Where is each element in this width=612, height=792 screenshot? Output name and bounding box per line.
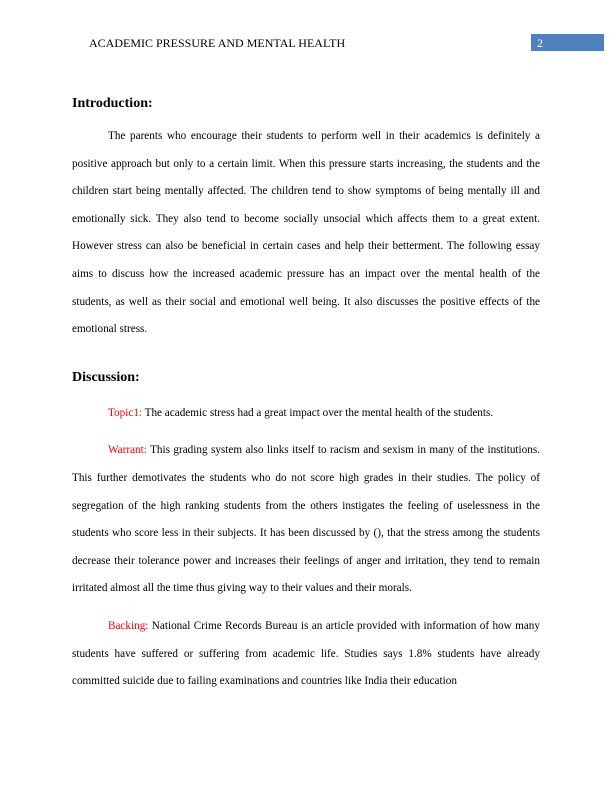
- introduction-heading: Introduction:: [72, 96, 153, 111]
- topic-paragraph: [72, 400, 540, 428]
- topic-label: Topic1:: [108, 406, 143, 419]
- page-number: 2: [537, 36, 543, 50]
- backing-paragraph: [72, 613, 540, 696]
- warrant-paragraph: [72, 437, 540, 603]
- discussion-heading: Discussion:: [72, 369, 140, 385]
- topic-text: The academic stress had a great impact over the mental health of the students.: [142, 406, 494, 419]
- backing-label: Backing:: [108, 619, 149, 632]
- backing-text: National Crime Records Bureau is an article provided with information of how many students have suffered or suffering from academic life. Studies says 1.8% students have already committed suicide due to failing examinations and countries like India their education: [72, 619, 540, 688]
- running-header-title: ACADEMIC PRESSURE AND MENTAL HEALTH: [89, 36, 346, 50]
- document-body: [72, 92, 540, 696]
- warrant-label: Warrant:: [108, 444, 147, 457]
- warrant-text: This grading system also links itself to racism and sexism in many of the institutions. This further demotivates the students who do not score high grades in their studies. The policy of segregation of the high ranking students from the others instigates the feeling of uselessness in the students who score less in their subjects. It has been discussed by (), that the stress among the students decrease their tolerance power and increases their feelings of anger and irritation, they tend to remain irritated almost all the time thus giving way to their values and their morals.: [72, 444, 540, 595]
- introduction-paragraph: The parents who encourage their students to perform well in their academics is definitely a positive approach but only to a certain limit. When this pressure starts increasing, the students and the children start being mentally affected. The children tend to show symptoms of being mentally ill and emotionally sick. They also tend to become socially unsocial which affects them to a great extent. However stress can also be beneficial in certain cases and help their betterment. The following essay aims to discuss how the increased academic pressure has an impact over the mental health of the students, as well as their social and emotional well being. It also discusses the positive effects of the emotional stress.: [72, 130, 540, 336]
